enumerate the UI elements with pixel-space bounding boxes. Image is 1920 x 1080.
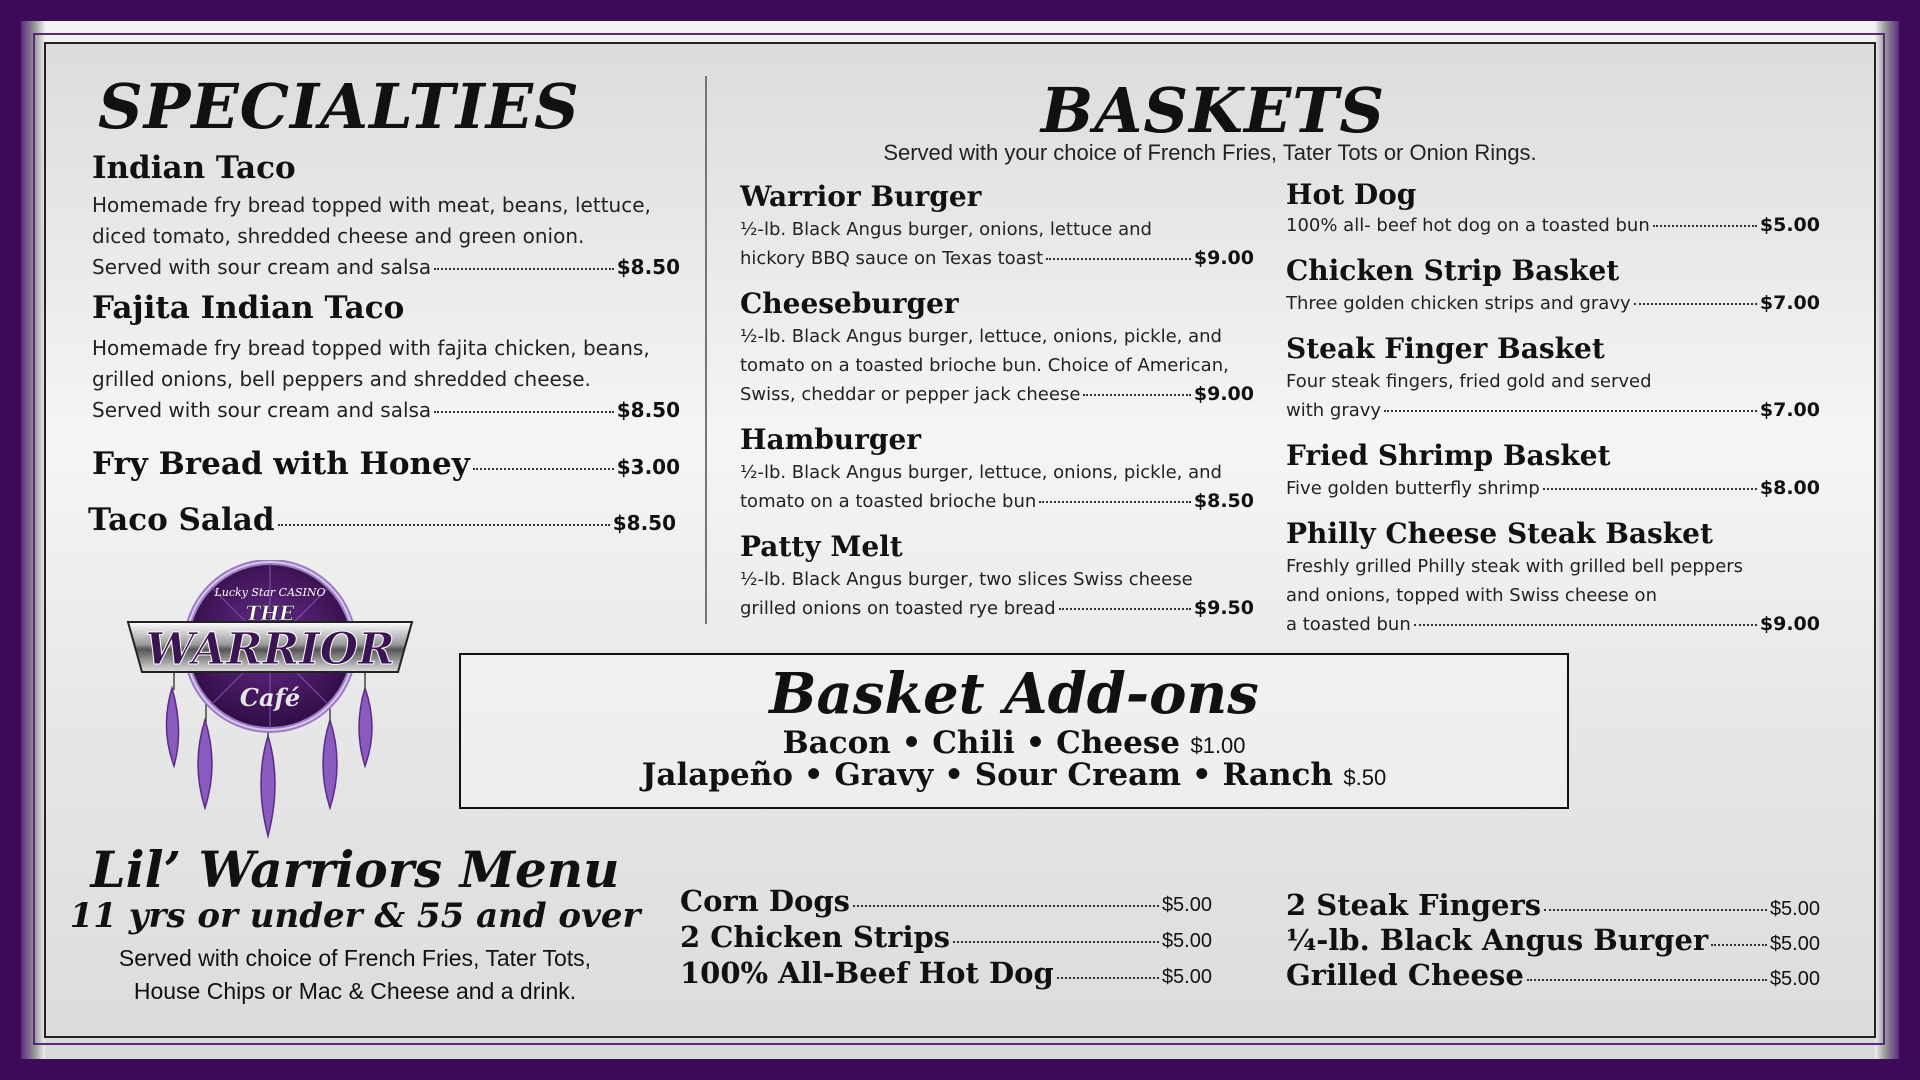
price: $5.00 — [1769, 898, 1820, 920]
basket-desc: Four steak fingers, fried gold and served — [1286, 371, 1652, 392]
price-row — [92, 395, 680, 426]
basket-desc: tomato on a toasted brioche bun. Choice of American, — [740, 355, 1229, 376]
logo-cafe-text: Café — [239, 683, 301, 712]
basket-desc: ½-lb. Black Angus burger, lettuce, onions, pickle, and — [740, 462, 1222, 483]
price: $7.00 — [1759, 399, 1820, 421]
dot-leader — [1544, 909, 1767, 911]
kids-item-name: 100% All-Beef Hot Dog — [680, 956, 1054, 990]
price: $9.00 — [1193, 247, 1254, 269]
price-row — [740, 380, 1254, 409]
basket-desc: and onions, topped with Swiss cheese on — [1286, 585, 1657, 606]
dot-leader — [1057, 977, 1159, 979]
desc-line: tomato on a toasted brioche bun — [740, 491, 1037, 512]
basket-desc: ½-lb. Black Angus burger, onions, lettuce and — [740, 219, 1152, 240]
price-row — [1286, 289, 1820, 318]
baskets-left-column — [740, 180, 1254, 623]
dot-leader — [1039, 501, 1191, 503]
dot-leader — [473, 468, 614, 470]
basket-desc: Freshly grilled Philly steak with grilled bell peppers — [1286, 556, 1744, 577]
basket-name: Fried Shrimp Basket — [1286, 439, 1611, 472]
dot-leader — [1414, 624, 1757, 626]
price-row — [1286, 396, 1820, 425]
basket-addons-box — [459, 653, 1569, 809]
price: $7.00 — [1759, 292, 1820, 314]
kids-item-row — [1286, 958, 1820, 993]
dot-leader — [1083, 394, 1190, 396]
price-row — [740, 594, 1254, 623]
specialties-title: SPECIALTIES — [98, 70, 580, 143]
dot-leader — [1653, 225, 1757, 227]
kids-item-name: Grilled Cheese — [1286, 958, 1524, 992]
dot-leader — [434, 411, 614, 413]
dot-leader — [953, 941, 1159, 943]
kids-item-row — [1286, 923, 1820, 958]
desc-line: 100% all- beef hot dog on a toasted bun — [1286, 215, 1650, 236]
addons-line — [461, 725, 1567, 761]
basket-desc: ½-lb. Black Angus burger, two slices Swiss cheese — [740, 569, 1193, 590]
dot-leader — [1059, 608, 1191, 610]
kids-menu-title: Lil’ Warriors Menu — [90, 840, 620, 899]
price: $5.00 — [1161, 966, 1212, 988]
dot-leader — [434, 268, 614, 270]
logo-the-text: THE — [245, 601, 295, 625]
basket-name: Warrior Burger — [740, 180, 982, 213]
basket-name: Steak Finger Basket — [1286, 332, 1605, 365]
desc-line: Served with sour cream and salsa — [92, 398, 432, 422]
price: $5.00 — [1769, 933, 1820, 955]
kids-item-row — [1286, 888, 1820, 923]
kids-menu-col1 — [680, 884, 1212, 992]
desc-line: Served with choice of French Fries, Tater Tots, — [118, 945, 592, 971]
logo-warrior-text: WARRIOR — [145, 624, 395, 675]
desc-line: diced tomato, shredded cheese and green onion. — [92, 224, 585, 248]
dot-leader — [1711, 944, 1767, 946]
specialty-name: Fry Bread with Honey — [92, 446, 470, 482]
specialty-desc — [92, 333, 680, 426]
price-row — [740, 487, 1254, 516]
basket-name: Hamburger — [740, 423, 922, 456]
price: $3.00 — [616, 455, 680, 479]
specialty-name: Taco Salad — [88, 502, 275, 538]
baskets-subtitle: Served with your choice of French Fries, Tater Tots or Onion Rings. — [883, 140, 1537, 165]
desc-line: Three golden chicken strips and gravy — [1286, 293, 1631, 314]
kids-menu-desc — [60, 942, 650, 1008]
price: $8.50 — [1193, 490, 1254, 512]
dot-leader — [1634, 303, 1757, 305]
price: $5.00 — [1161, 930, 1212, 952]
specialty-name: Indian Taco — [92, 150, 296, 186]
kids-item-name: 2 Chicken Strips — [680, 920, 951, 954]
baskets-right-column — [1286, 178, 1820, 639]
specialty-row — [88, 502, 676, 538]
kids-item-row — [680, 884, 1212, 920]
desc-line: Homemade fry bread topped with meat, beans, lettuce, — [92, 193, 651, 217]
dreamcatcher-logo-graphic — [120, 560, 420, 850]
dot-leader — [1527, 979, 1767, 981]
price-row — [1286, 211, 1820, 240]
dot-leader — [278, 524, 610, 526]
price-row — [1286, 610, 1820, 639]
basket-name: Patty Melt — [740, 530, 903, 563]
price: $9.00 — [1759, 613, 1820, 635]
addons-line — [461, 757, 1567, 793]
price: $8.50 — [616, 398, 680, 422]
price: $8.00 — [1759, 477, 1820, 499]
desc-line: Swiss, cheddar or pepper jack cheese — [740, 384, 1081, 405]
column-divider — [705, 76, 707, 624]
kids-item-name: 2 Steak Fingers — [1286, 888, 1542, 922]
baskets-title: BASKETS — [1040, 74, 1386, 147]
price-row — [740, 244, 1254, 273]
addons-items: Jalapeño • Gravy • Sour Cream • Ranch — [641, 757, 1333, 793]
desc-line: Served with sour cream and salsa — [92, 255, 432, 279]
kids-item-name: ¼-lb. Black Angus Burger — [1286, 923, 1709, 957]
desc-line: hickory BBQ sauce on Texas toast — [740, 248, 1044, 269]
desc-line: House Chips or Mac & Cheese and a drink. — [133, 978, 577, 1004]
price: $9.00 — [1193, 383, 1254, 405]
dot-leader — [1384, 410, 1757, 412]
desc-line: grilled onions, bell peppers and shredded cheese. — [92, 367, 591, 391]
price-row — [92, 252, 680, 283]
dot-leader — [1543, 488, 1757, 490]
price-row — [1286, 474, 1820, 503]
desc-line: with gravy — [1286, 400, 1382, 421]
basket-name: Cheeseburger — [740, 287, 959, 320]
dot-leader — [1046, 258, 1191, 260]
price: $5.00 — [1769, 968, 1820, 990]
dot-leader — [853, 905, 1159, 907]
desc-line: grilled onions on toasted rye bread — [740, 598, 1056, 619]
basket-name: Hot Dog — [1286, 178, 1417, 211]
kids-item-row — [680, 956, 1212, 992]
desc-line: Five golden butterfly shrimp — [1286, 478, 1540, 499]
basket-name: Philly Cheese Steak Basket — [1286, 517, 1713, 550]
kids-item-name: Corn Dogs — [680, 884, 850, 918]
kids-item-row — [680, 920, 1212, 956]
addons-price: $1.00 — [1190, 733, 1246, 758]
specialty-row — [92, 446, 680, 482]
price: $9.50 — [1193, 597, 1254, 619]
specialty-desc — [92, 190, 680, 283]
desc-line: a toasted bun — [1286, 614, 1411, 635]
specialty-name: Fajita Indian Taco — [92, 290, 405, 326]
desc-line: Homemade fry bread topped with fajita chicken, beans, — [92, 336, 650, 360]
price: $8.50 — [612, 511, 676, 535]
price: $8.50 — [616, 255, 680, 279]
price: $5.00 — [1161, 894, 1212, 916]
kids-menu-subtitle: 11 yrs or under & 55 and over — [69, 896, 641, 936]
addons-price: $.50 — [1343, 765, 1387, 790]
warrior-cafe-logo — [120, 560, 420, 850]
basket-name: Chicken Strip Basket — [1286, 254, 1620, 287]
kids-menu-col2 — [1286, 888, 1820, 993]
addons-title: Basket Add-ons — [769, 661, 1259, 727]
addons-items: Bacon • Chili • Cheese — [782, 725, 1181, 761]
price: $5.00 — [1759, 214, 1820, 236]
basket-desc: ½-lb. Black Angus burger, lettuce, onions, pickle, and — [740, 326, 1222, 347]
logo-casino-text: Lucky Star CASINO — [214, 586, 326, 599]
